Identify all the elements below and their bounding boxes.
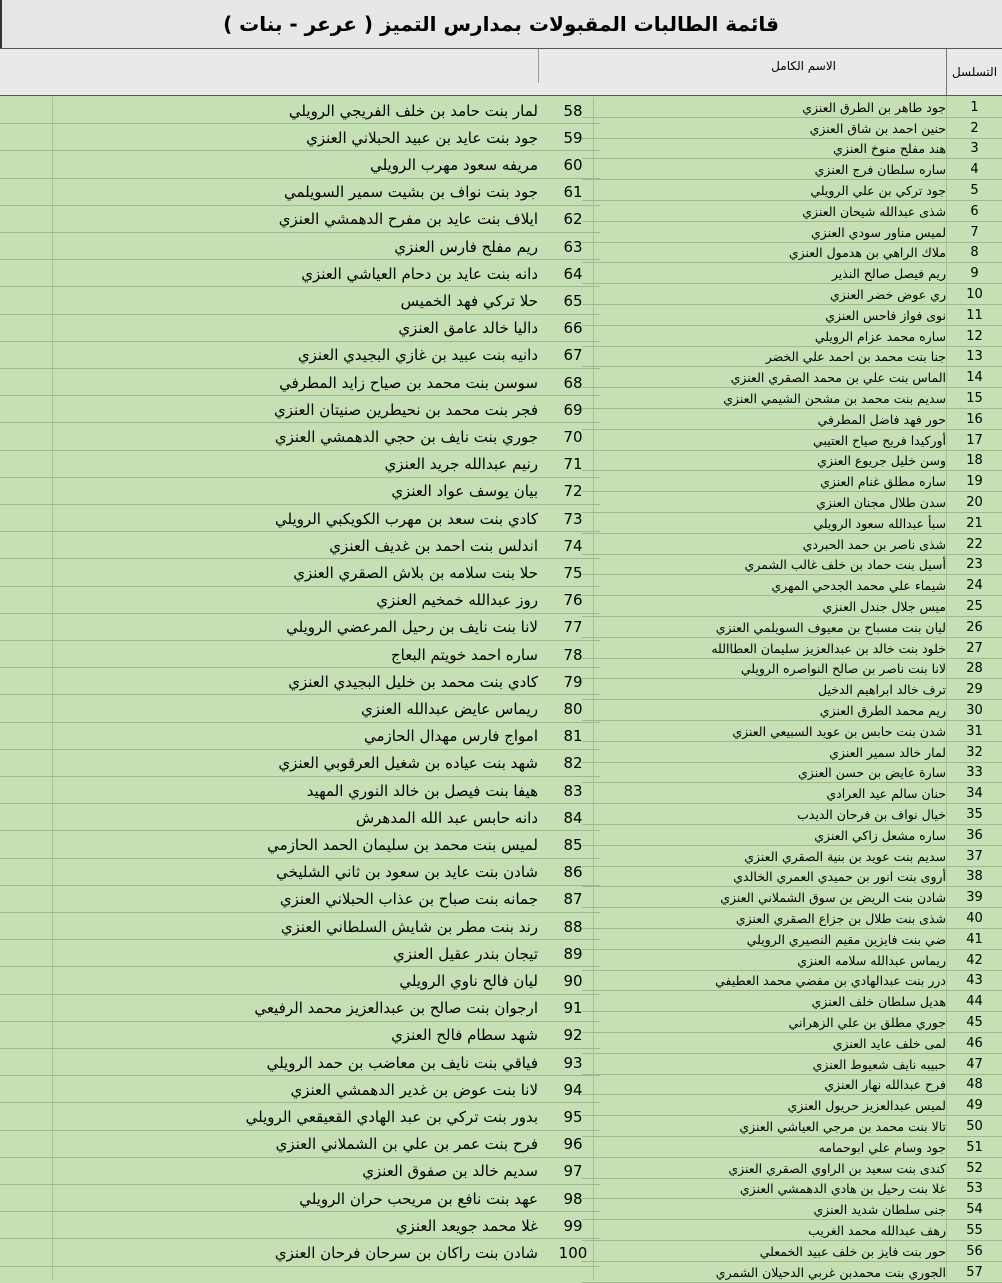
student-name: دانه حابس عبد الله المدهرش [355, 808, 538, 827]
student-name: سوسن بنت محمد بن صياح زايد المطرفي [279, 373, 538, 392]
student-name: سديم بنت محمد بن مشحن الشيمي العنزي [723, 391, 946, 407]
row-number: 59 [563, 128, 583, 147]
row-number: 78 [563, 645, 583, 664]
student-name: شادن بنت عايد بن سعود بن ثاني الشليخي [276, 863, 538, 882]
student-name: ساره مشعل زاكي العنزي [814, 827, 946, 843]
student-name: الماس بنت علي بن محمد الصقري العنزي [730, 370, 946, 386]
student-name: أوركيدا فريح صياح العتيبي [813, 432, 946, 448]
student-name: لانا بنت نايف بن رحيل المرعضي الرويلي [286, 618, 538, 637]
student-name: جوري مطلق بن علي الزهراني [788, 1015, 946, 1031]
student-name: جود بنت عايد بن عبيد الحبلاني العنزي [306, 128, 538, 147]
row-number: 31 [966, 723, 983, 739]
row-number: 22 [966, 536, 983, 552]
row-divider [582, 1282, 1002, 1283]
row-number: 32 [966, 744, 983, 760]
student-name: شهد بنت عياده بن شغيل العرقوبي العنزي [278, 754, 538, 773]
student-name: شادن بنت راكان بن سرحان فرحان العنزي [274, 1243, 538, 1262]
row-number: 27 [966, 640, 983, 656]
student-name: وسن خليل جريوع العنزي [817, 453, 946, 469]
row-number: 86 [563, 863, 583, 882]
student-name: خلود بنت خالد بن عبدالعزيز سليمان العطاالله [711, 640, 946, 656]
row-number: 87 [563, 890, 583, 909]
row-number: 51 [966, 1139, 983, 1155]
row-number: 85 [563, 835, 583, 854]
header-seq: التسلسل [946, 49, 1002, 95]
row-number: 10 [966, 287, 983, 303]
student-name: جود وسام علي ابوحمامه [818, 1139, 946, 1155]
row-number: 77 [563, 618, 583, 637]
table-row [0, 804, 600, 831]
student-name: لمار بنت حامد بن خلف الفريجي الرويلي [288, 101, 538, 120]
student-name: اندلس بنت احمد بن غديف العنزي [329, 536, 538, 555]
row-number: 35 [966, 807, 983, 823]
student-name: شيماء علي محمد الجدحي المهري [771, 578, 946, 594]
row-number: 56 [966, 1243, 983, 1259]
table-row [0, 124, 600, 151]
row-number: 48 [966, 1077, 983, 1093]
row-number: 88 [563, 917, 583, 936]
student-name: سديم بنت عويد بن بنية الصقري العنزي [744, 848, 946, 864]
student-name: ريماس عبدالله سلامه العنزي [797, 952, 946, 968]
row-number: 17 [966, 432, 983, 448]
student-name: بدور بنت تركي بن عبد الهادي القعيقعي الرويلي [245, 1107, 538, 1126]
student-name: شذى عبدالله شيحان العنزي [802, 203, 946, 219]
student-name: فياقي بنت نايف بن معاضب بن حمد الرويلي [266, 1053, 538, 1072]
student-name: دانيه بنت عبيد بن غازي البجيدي العنزي [297, 346, 538, 365]
student-name: أروى بنت انور بن حميدي العمري الخالدي [733, 869, 946, 885]
table-row [0, 587, 600, 614]
row-number: 47 [966, 1056, 983, 1072]
student-name: ريم محمد الطرق العنزي [819, 703, 946, 719]
row-number: 28 [966, 661, 983, 677]
student-name: هند مفلح منوخ العنزي [833, 141, 946, 157]
page-title: قائمة الطالبات المقبولات بمدارس التميز ( عرعر - بنات ) [223, 12, 779, 36]
table-row [0, 532, 600, 559]
table-row [0, 97, 600, 124]
row-number: 49 [966, 1098, 983, 1114]
student-name: ليان بنت مسباح بن معيوف السويلمي العنزي [715, 619, 946, 635]
student-name: حنين احمد بن شاق العنزي [809, 120, 946, 136]
row-number: 69 [563, 400, 583, 419]
student-name: ايلاف بنت عايد بن مفرح الدهمشي العنزي [278, 210, 538, 229]
student-name: فرح عبدالله نهار العنزي [824, 1077, 946, 1093]
row-number: 82 [563, 754, 583, 773]
student-name: جمانه بنت صباح بن عذاب الحبلاني العنزي [279, 890, 538, 909]
student-name: حلا تركي فهد الخميس [400, 291, 538, 310]
student-name: ميس جلال جندل العنزي [822, 599, 946, 615]
row-number: 74 [563, 536, 583, 555]
row-number: 37 [966, 848, 983, 864]
table-row [0, 478, 600, 505]
row-number: 53 [966, 1181, 983, 1197]
table-row [0, 913, 600, 940]
student-name: كادي بنت محمد بن خليل البجيدي العنزي [288, 672, 538, 691]
student-name: شذى بنت طلال بن جزاع الصقري العنزي [735, 911, 946, 927]
row-number: 39 [966, 890, 983, 906]
row-number: 60 [563, 155, 583, 174]
student-name: سديم خالد بن صفوق العنزي [362, 1162, 538, 1181]
row-number: 92 [563, 1026, 583, 1045]
row-number: 12 [966, 328, 983, 344]
row-number: 50 [966, 1119, 983, 1135]
student-name: كادي بنت سعد بن مهرب الكويكبي الرويلي [275, 509, 538, 528]
row-number: 43 [966, 973, 983, 989]
row-number: 34 [966, 786, 983, 802]
row-number: 14 [966, 370, 983, 386]
table-row [0, 342, 600, 369]
student-name: ساره سلطان فرج العنزي [814, 162, 946, 178]
student-name: ضي بنت فايزين مقيم النصيري الرويلي [746, 931, 946, 947]
student-name: سارة عايض بن حسن العنزي [798, 765, 946, 781]
student-name: ساره محمد عزام الرويلي [814, 328, 946, 344]
row-number: 29 [966, 682, 983, 698]
student-name: دانه بنت عايد بن دحام العياشي العنزي [301, 264, 538, 283]
row-number: 98 [563, 1189, 583, 1208]
row-divider [0, 1266, 600, 1267]
row-number: 80 [563, 699, 583, 718]
table-row [0, 315, 600, 342]
table-row [0, 967, 600, 994]
table-row [0, 1131, 600, 1158]
row-number: 40 [966, 911, 983, 927]
row-number: 75 [563, 563, 583, 582]
student-name: نوى فواز فاحس العنزي [825, 307, 946, 323]
table-row [0, 777, 600, 804]
table-row [0, 260, 600, 287]
table-row [0, 423, 600, 450]
row-number: 93 [563, 1053, 583, 1072]
student-name: فرح بنت عمر بن علي بن الشملاني العنزي [275, 1135, 538, 1154]
table-row [0, 614, 600, 641]
row-number: 66 [563, 319, 583, 338]
student-name: فجر بنت محمد بن نحيطرين صنيتان العنزي [273, 400, 538, 419]
row-number: 54 [966, 1202, 983, 1218]
table-row [0, 206, 600, 233]
student-name: جوري بنت نايف بن حجي الدهمشي العنزي [274, 427, 538, 446]
table-row [0, 1212, 600, 1239]
table-row [0, 1158, 600, 1185]
row-number: 61 [563, 183, 583, 202]
row-number: 99 [563, 1216, 583, 1235]
student-name: لانا بنت ناصر بن صالح النواصره الرويلي [740, 661, 946, 677]
student-name: سدن طلال مجنان العنزي [816, 495, 946, 511]
row-number: 9 [970, 266, 979, 282]
student-name: لمى خلف عايد العنزي [832, 1035, 946, 1051]
student-name: أسيل بنت حماد بن خلف غالب الشمري [744, 557, 946, 573]
student-name: غلا بنت رحيل بن هادي الدهمشي العنزي [739, 1181, 946, 1197]
table-row [0, 1239, 600, 1266]
table-row [0, 831, 600, 858]
row-number: 58 [563, 101, 583, 120]
table-row [0, 233, 600, 260]
table-row [0, 451, 600, 478]
table-row [0, 940, 600, 967]
row-number: 21 [966, 515, 983, 531]
row-number: 67 [563, 346, 583, 365]
student-name: بيان يوسف عواد العنزي [391, 482, 538, 501]
header-name: الاسم الكامل [538, 49, 946, 83]
row-number: 7 [970, 224, 979, 240]
student-name: جود طاهر بن الطرق العنزي [802, 99, 946, 115]
row-number: 90 [563, 971, 583, 990]
row-number: 83 [563, 781, 583, 800]
student-name: ليان فالح ناوي الرويلي [399, 971, 538, 990]
row-number: 26 [966, 619, 983, 635]
row-number: 38 [966, 869, 983, 885]
row-number: 68 [563, 373, 583, 392]
row-number: 42 [966, 952, 983, 968]
row-number: 70 [563, 427, 583, 446]
row-number: 15 [966, 391, 983, 407]
student-name: مريفه سعود مهرب الرويلي [370, 155, 538, 174]
row-number: 63 [563, 237, 583, 256]
student-name: ترف خالد ابراهيم الدخيل [818, 682, 946, 698]
student-name: جنا بنت محمد بن احمد علي الخضر [765, 349, 946, 365]
table-row [0, 641, 600, 668]
student-name: عهد بنت نافع بن مريحب حران الرويلي [299, 1189, 538, 1208]
row-number: 36 [966, 827, 983, 843]
student-name: روز عبدالله خمخيم العنزي [376, 591, 538, 610]
table-row [0, 695, 600, 722]
table-header [0, 49, 1002, 96]
row-number: 52 [966, 1160, 983, 1176]
student-name: خيال نواف بن فرحان الديدب [797, 807, 946, 823]
student-name: ملاك الراهي بن هدمول العنزي [788, 245, 946, 261]
row-number: 76 [563, 591, 583, 610]
student-name: رند بنت مطر بن شايش السلطاني العنزي [280, 917, 538, 936]
student-name: جود تركي بن علي الرويلي [810, 183, 946, 199]
row-number: 4 [970, 162, 979, 178]
row-number: 11 [966, 307, 983, 323]
table-row [0, 668, 600, 695]
row-number: 41 [966, 931, 983, 947]
title-bar [0, 0, 1002, 49]
student-name: جنى سلطان شديد العنزي [813, 1202, 946, 1218]
row-number: 71 [563, 455, 583, 474]
student-name: كندى بنت سعيد بن الراوي الصقري العنزي [728, 1160, 946, 1176]
row-number: 6 [970, 203, 979, 219]
student-name: هيفا بنت فيصل بن خالد النوري المهيد [306, 781, 538, 800]
student-name: ساره مطلق غنام العنزي [820, 474, 946, 490]
table-row [0, 559, 600, 586]
row-number: 79 [563, 672, 583, 691]
table-row [0, 179, 600, 206]
student-name: درر بنت عبدالهادي بن مفضي محمد العطيفي [715, 973, 946, 989]
student-name: حنان سالم عيد العرادي [826, 786, 946, 802]
row-number: 45 [966, 1015, 983, 1031]
row-number: 96 [563, 1135, 583, 1154]
student-name: تالا بنت محمد بن مرجي العياشي العنزي [739, 1119, 946, 1135]
student-name: جود بنت نواف بن بشيت سمير السويلمي [283, 183, 538, 202]
row-number: 62 [563, 210, 583, 229]
row-number: 33 [966, 765, 983, 781]
row-number: 91 [563, 999, 583, 1018]
row-number: 81 [563, 727, 583, 746]
table-row [0, 859, 600, 886]
student-name: ريم فيصل صالح النذير [831, 266, 946, 282]
row-number: 18 [966, 453, 983, 469]
student-name: غلا محمد جويعد العنزي [395, 1216, 538, 1235]
table-row [0, 1185, 600, 1212]
student-name: حلا بنت سلامه بن بلاش الصقري العنزي [293, 563, 538, 582]
table-row [0, 287, 600, 314]
row-number: 95 [563, 1107, 583, 1126]
student-name: شهد سطام فالح العنزي [391, 1026, 538, 1045]
student-name: ري عوض خضر العنزي [830, 287, 946, 303]
row-number: 97 [563, 1162, 583, 1181]
student-name: ريم مفلح فارس العنزي [394, 237, 538, 256]
student-name: الجوري بنت محمدبن غربي الدحيلان الشمري [715, 1264, 946, 1280]
row-number: 24 [966, 578, 983, 594]
row-number: 5 [970, 183, 979, 199]
row-number: 94 [563, 1080, 583, 1099]
student-name: امواج فارس مهدال الحازمي [363, 727, 538, 746]
student-name: حور بنت فايز بن خلف عبيد الخمعلي [759, 1243, 946, 1259]
student-name: ارجوان بنت صالح بن عبدالعزيز محمد الرفيعي [254, 999, 538, 1018]
table-row [0, 1049, 600, 1076]
student-name: رهف عبدالله محمد الغريب [808, 1223, 946, 1239]
student-name: تيجان بندر عقيل العنزي [392, 944, 538, 963]
row-number: 72 [563, 482, 583, 501]
student-name: شذى ناصر بن حمد الحبردي [802, 536, 946, 552]
row-number: 19 [966, 474, 983, 490]
student-name: لمار خالد سمير العنزي [829, 744, 946, 760]
student-name: شادن بنت الريض بن سوق الشملاني العنزي [720, 890, 946, 906]
student-name: لميس عبدالعزيز حريول العنزي [787, 1098, 946, 1114]
student-name: حبيبه نايف شعيوط العنزي [812, 1056, 946, 1072]
row-number: 1 [970, 99, 979, 115]
table-row [0, 1103, 600, 1130]
student-name: ريماس عايض عبدالله العنزي [361, 699, 538, 718]
row-number: 73 [563, 509, 583, 528]
student-name: رنيم عبدالله جريد العنزي [384, 455, 538, 474]
student-name: لميس بنت محمد بن سليمان الحمد الحازمي [267, 835, 538, 854]
header-empty-cell [0, 49, 537, 95]
table-row [0, 369, 600, 396]
row-number: 16 [966, 411, 983, 427]
row-number: 8 [970, 245, 979, 261]
student-name: لميس مناور سودي العنزي [810, 224, 946, 240]
row-number: 55 [966, 1223, 983, 1239]
table-row [0, 995, 600, 1022]
student-name: سبأ عبدالله سعود الرويلي [813, 515, 946, 531]
table-row [0, 750, 600, 777]
row-number: 57 [966, 1264, 983, 1280]
row-number: 84 [563, 808, 583, 827]
row-number: 89 [563, 944, 583, 963]
row-number: 30 [966, 703, 983, 719]
title-left-border [0, 0, 2, 48]
student-name: شدن بنت حابس بن عويد السبيعي العنزي [732, 723, 946, 739]
student-name: ساره احمد خويتم البعاج [391, 645, 538, 664]
row-number: 46 [966, 1035, 983, 1051]
table-row [0, 505, 600, 532]
row-number: 23 [966, 557, 983, 573]
row-number: 3 [970, 141, 979, 157]
student-name: لانا بنت عوض بن غدير الدهمشي العنزي [290, 1080, 538, 1099]
row-number: 64 [563, 264, 583, 283]
table-row [0, 151, 600, 178]
row-number: 2 [970, 120, 979, 136]
row-number: 44 [966, 994, 983, 1010]
table-row [0, 1076, 600, 1103]
table-row [0, 886, 600, 913]
table-row [0, 396, 600, 423]
row-number: 65 [563, 291, 583, 310]
student-name: هديل سلطان خلف العنزي [811, 994, 946, 1010]
row-number: 20 [966, 495, 983, 511]
table-row [0, 1022, 600, 1049]
table-row [0, 723, 600, 750]
student-name: حور فهد فاضل المطرفي [817, 411, 946, 427]
row-number: 100 [558, 1243, 588, 1262]
row-number: 13 [966, 349, 983, 365]
student-name: داليا خالد عامق العنزي [398, 319, 538, 338]
row-number: 25 [966, 599, 983, 615]
